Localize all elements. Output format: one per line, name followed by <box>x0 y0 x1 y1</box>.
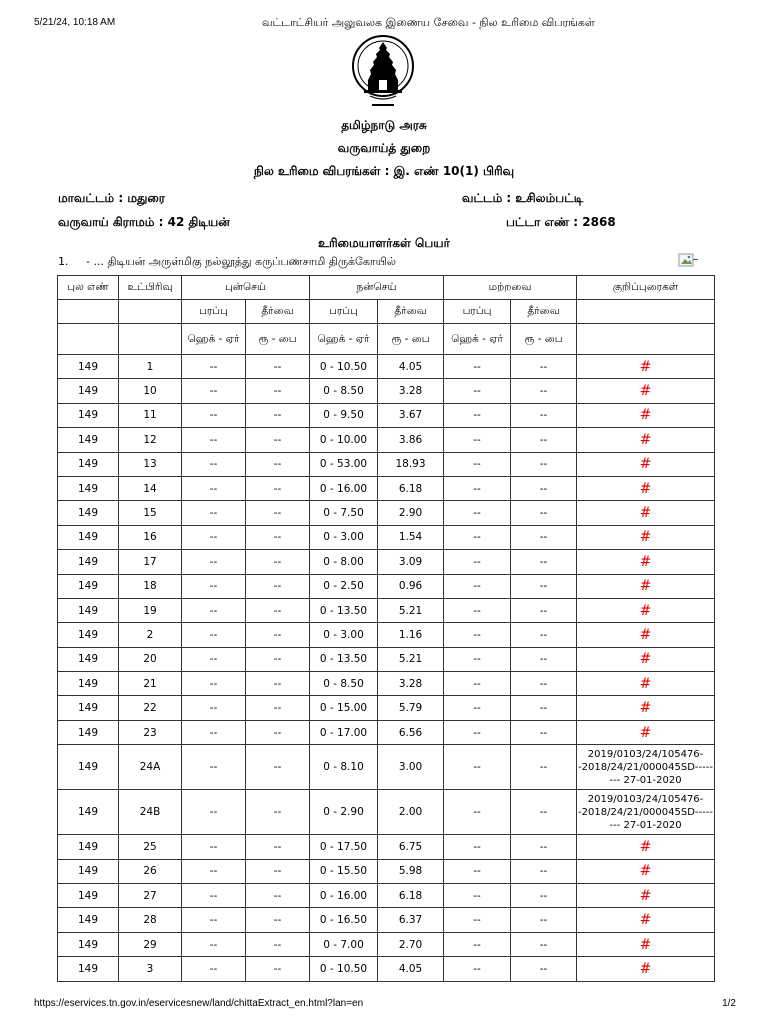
cell-punsey-area: -- <box>182 720 246 744</box>
cell-punsey-tax: -- <box>246 476 310 500</box>
cell-nansey-area: 0 - 9.50 <box>310 403 378 427</box>
cell-subdivision: 3 <box>119 957 182 981</box>
cell-others-tax: -- <box>511 452 577 476</box>
cell-others-tax: -- <box>511 355 577 379</box>
cell-others-area: -- <box>444 745 511 790</box>
cell-punsey-area: -- <box>182 696 246 720</box>
cell-remark-marker: # <box>577 720 715 744</box>
cell-nansey-tax: 5.79 <box>378 696 444 720</box>
cell-punsey-tax: -- <box>246 696 310 720</box>
table-row <box>58 957 715 981</box>
cell-nansey-area: 0 - 7.50 <box>310 501 378 525</box>
cell-punsey-tax: -- <box>246 884 310 908</box>
cell-nansey-area: 0 - 3.00 <box>310 525 378 549</box>
cell-subdivision: 21 <box>119 672 182 696</box>
cell-nansey-area: 0 - 3.00 <box>310 623 378 647</box>
cell-punsey-area: -- <box>182 379 246 403</box>
cell-others-area: -- <box>444 696 511 720</box>
cell-survey-no: 149 <box>58 452 119 476</box>
cell-punsey-area: -- <box>182 550 246 574</box>
cell-survey-no: 149 <box>58 355 119 379</box>
cell-remark-text: 2019/0103/24/105476--2018/24/21/000045SD-------- 27-01-2020 <box>577 790 715 835</box>
cell-nansey-area: 0 - 10.50 <box>310 355 378 379</box>
cell-punsey-area: -- <box>182 428 246 452</box>
unit-area: ஹெக் - ஏர் <box>444 324 511 355</box>
cell-survey-no: 149 <box>58 647 119 671</box>
cell-subdivision: 24B <box>119 790 182 835</box>
cell-subdivision: 20 <box>119 647 182 671</box>
cell-remark-marker: # <box>577 835 715 859</box>
cell-remark-marker: # <box>577 932 715 956</box>
cell-others-area: -- <box>444 835 511 859</box>
cell-punsey-area: -- <box>182 859 246 883</box>
cell-nansey-tax: 6.18 <box>378 884 444 908</box>
cell-punsey-area: -- <box>182 835 246 859</box>
cell-others-tax: -- <box>511 884 577 908</box>
cell-subdivision: 19 <box>119 598 182 622</box>
cell-survey-no: 149 <box>58 525 119 549</box>
cell-punsey-tax: -- <box>246 672 310 696</box>
cell-survey-no: 149 <box>58 672 119 696</box>
owners-heading: உரிமையாளர்கள் பெயர் <box>318 236 450 250</box>
table-row <box>58 452 715 476</box>
cell-others-area: -- <box>444 574 511 598</box>
cell-nansey-area: 0 - 16.50 <box>310 908 378 932</box>
cell-others-tax: -- <box>511 835 577 859</box>
cell-remark-marker: # <box>577 501 715 525</box>
cell-others-tax: -- <box>511 574 577 598</box>
cell-others-tax: -- <box>511 647 577 671</box>
cell-others-tax: -- <box>511 745 577 790</box>
cell-remark-marker: # <box>577 574 715 598</box>
table-row <box>58 598 715 622</box>
cell-punsey-tax: -- <box>246 745 310 790</box>
cell-punsey-tax: -- <box>246 859 310 883</box>
cell-nansey-tax: 1.16 <box>378 623 444 647</box>
header-area: பரப்பு <box>444 300 511 324</box>
cell-punsey-area: -- <box>182 574 246 598</box>
cell-nansey-area: 0 - 10.50 <box>310 957 378 981</box>
cell-subdivision: 1 <box>119 355 182 379</box>
cell-nansey-area: 0 - 17.00 <box>310 720 378 744</box>
cell-survey-no: 149 <box>58 835 119 859</box>
header-nansey: நன்செய் <box>310 276 444 300</box>
header-tax: தீர்வை <box>511 300 577 324</box>
cell-nansey-area: 0 - 16.00 <box>310 884 378 908</box>
cell-survey-no: 149 <box>58 403 119 427</box>
cell-remark-marker: # <box>577 647 715 671</box>
cell-others-tax: -- <box>511 501 577 525</box>
cell-subdivision: 2 <box>119 623 182 647</box>
cell-others-tax: -- <box>511 696 577 720</box>
table-row <box>58 647 715 671</box>
broken-image-icon <box>678 253 698 267</box>
header-remarks: குறிப்புரைகள் <box>577 276 715 300</box>
cell-nansey-area: 0 - 16.00 <box>310 476 378 500</box>
cell-survey-no: 149 <box>58 745 119 790</box>
government-heading: தமிழ்நாடு அரசு <box>341 118 427 132</box>
table-row <box>58 355 715 379</box>
cell-punsey-tax: -- <box>246 550 310 574</box>
land-record-table <box>57 275 715 982</box>
cell-nansey-area: 0 - 7.00 <box>310 932 378 956</box>
cell-nansey-area: 0 - 13.50 <box>310 598 378 622</box>
cell-nansey-area: 0 - 15.50 <box>310 859 378 883</box>
footer-url: https://eservices.tn.gov.in/eservicesnew/land/chittaExtract_en.html?lan=en <box>34 998 364 1009</box>
cell-nansey-area: 0 - 15.00 <box>310 696 378 720</box>
cell-remark-marker: # <box>577 598 715 622</box>
cell-survey-no: 149 <box>58 550 119 574</box>
cell-remark-marker: # <box>577 623 715 647</box>
cell-remark-marker: # <box>577 428 715 452</box>
cell-survey-no: 149 <box>58 720 119 744</box>
cell-punsey-area: -- <box>182 908 246 932</box>
table-row <box>58 884 715 908</box>
cell-nansey-area: 0 - 17.50 <box>310 835 378 859</box>
cell-survey-no: 149 <box>58 476 119 500</box>
cell-subdivision: 14 <box>119 476 182 500</box>
table-row <box>58 932 715 956</box>
cell-nansey-tax: 3.67 <box>378 403 444 427</box>
cell-punsey-tax: -- <box>246 932 310 956</box>
table-row <box>58 672 715 696</box>
cell-nansey-tax: 3.28 <box>378 379 444 403</box>
cell-punsey-area: -- <box>182 403 246 427</box>
patta-number: பட்டா எண் : 2868 <box>506 215 616 229</box>
cell-nansey-tax: 6.37 <box>378 908 444 932</box>
cell-remark-marker: # <box>577 859 715 883</box>
cell-punsey-tax: -- <box>246 623 310 647</box>
cell-survey-no: 149 <box>58 932 119 956</box>
cell-nansey-area: 0 - 2.50 <box>310 574 378 598</box>
cell-subdivision: 22 <box>119 696 182 720</box>
cell-others-area: -- <box>444 501 511 525</box>
print-page-title: வட்டாட்சியர் அலுவலக இணைய சேவை - நில உரிமை விபரங்கள் <box>262 16 595 29</box>
cell-punsey-tax: -- <box>246 574 310 598</box>
cell-punsey-area: -- <box>182 476 246 500</box>
cell-remark-marker: # <box>577 476 715 500</box>
table-subheader-row <box>58 300 715 324</box>
cell-remark-marker: # <box>577 957 715 981</box>
cell-nansey-area: 0 - 8.50 <box>310 672 378 696</box>
cell-others-tax: -- <box>511 908 577 932</box>
cell-others-tax: -- <box>511 859 577 883</box>
unit-area: ஹெக் - ஏர் <box>182 324 246 355</box>
cell-punsey-area: -- <box>182 623 246 647</box>
cell-punsey-area: -- <box>182 525 246 549</box>
cell-punsey-area: -- <box>182 598 246 622</box>
table-row <box>58 835 715 859</box>
cell-punsey-area: -- <box>182 790 246 835</box>
taluk-label: வட்டம் : உசிலம்பட்டி <box>462 191 584 205</box>
cell-nansey-area: 0 - 8.50 <box>310 379 378 403</box>
cell-survey-no: 149 <box>58 428 119 452</box>
table-row <box>58 574 715 598</box>
cell-punsey-tax: -- <box>246 501 310 525</box>
header-tax: தீர்வை <box>246 300 310 324</box>
table-row <box>58 908 715 932</box>
cell-survey-no: 149 <box>58 884 119 908</box>
cell-punsey-tax: -- <box>246 355 310 379</box>
cell-others-area: -- <box>444 672 511 696</box>
cell-punsey-tax: -- <box>246 403 310 427</box>
cell-others-tax: -- <box>511 932 577 956</box>
cell-remark-marker: # <box>577 525 715 549</box>
table-row <box>58 720 715 744</box>
table-row <box>58 623 715 647</box>
cell-others-tax: -- <box>511 379 577 403</box>
cell-punsey-tax: -- <box>246 379 310 403</box>
cell-survey-no: 149 <box>58 574 119 598</box>
unit-tax: ரூ - பை <box>246 324 310 355</box>
cell-others-area: -- <box>444 598 511 622</box>
table-row <box>58 859 715 883</box>
cell-others-tax: -- <box>511 720 577 744</box>
cell-remark-marker: # <box>577 696 715 720</box>
cell-nansey-area: 0 - 8.00 <box>310 550 378 574</box>
cell-nansey-tax: 1.54 <box>378 525 444 549</box>
header-survey-no: புல எண் <box>58 276 119 300</box>
cell-punsey-area: -- <box>182 957 246 981</box>
owner-entry <box>58 255 396 270</box>
cell-remark-text: 2019/0103/24/105476--2018/24/21/000045SD-------- 27-01-2020 <box>577 745 715 790</box>
cell-nansey-tax: 2.90 <box>378 501 444 525</box>
cell-remark-marker: # <box>577 355 715 379</box>
cell-others-area: -- <box>444 790 511 835</box>
cell-punsey-tax: -- <box>246 428 310 452</box>
owner-number: 1. <box>58 255 69 268</box>
cell-subdivision: 25 <box>119 835 182 859</box>
cell-others-area: -- <box>444 525 511 549</box>
cell-punsey-area: -- <box>182 647 246 671</box>
cell-remark-marker: # <box>577 884 715 908</box>
cell-remark-marker: # <box>577 403 715 427</box>
cell-subdivision: 26 <box>119 859 182 883</box>
cell-others-tax: -- <box>511 476 577 500</box>
table-row <box>58 790 715 835</box>
cell-subdivision: 15 <box>119 501 182 525</box>
cell-others-area: -- <box>444 355 511 379</box>
cell-punsey-tax: -- <box>246 720 310 744</box>
cell-survey-no: 149 <box>58 623 119 647</box>
cell-others-area: -- <box>444 428 511 452</box>
cell-survey-no: 149 <box>58 379 119 403</box>
cell-others-area: -- <box>444 720 511 744</box>
cell-others-tax: -- <box>511 598 577 622</box>
header-others: மற்றவை <box>444 276 577 300</box>
cell-nansey-tax: 4.05 <box>378 355 444 379</box>
header-punsey: புன்செய் <box>182 276 310 300</box>
cell-subdivision: 29 <box>119 932 182 956</box>
department-heading: வருவாய்த் துறை <box>337 141 431 155</box>
table-row <box>58 696 715 720</box>
cell-others-area: -- <box>444 403 511 427</box>
cell-others-tax: -- <box>511 403 577 427</box>
cell-nansey-area: 0 - 53.00 <box>310 452 378 476</box>
unit-tax: ரூ - பை <box>511 324 577 355</box>
cell-subdivision: 13 <box>119 452 182 476</box>
table-row <box>58 379 715 403</box>
cell-punsey-area: -- <box>182 745 246 790</box>
cell-others-area: -- <box>444 452 511 476</box>
cell-others-tax: -- <box>511 525 577 549</box>
cell-others-area: -- <box>444 932 511 956</box>
cell-survey-no: 149 <box>58 501 119 525</box>
header-subdivision: உட்பிரிவு <box>119 276 182 300</box>
cell-others-area: -- <box>444 476 511 500</box>
cell-subdivision: 28 <box>119 908 182 932</box>
cell-others-area: -- <box>444 550 511 574</box>
cell-nansey-tax: 5.98 <box>378 859 444 883</box>
unit-area: ஹெக் - ஏர் <box>310 324 378 355</box>
cell-survey-no: 149 <box>58 957 119 981</box>
cell-others-area: -- <box>444 647 511 671</box>
district-label: மாவட்டம் : மதுரை <box>58 191 165 205</box>
cell-punsey-tax: -- <box>246 957 310 981</box>
cell-others-tax: -- <box>511 672 577 696</box>
cell-punsey-tax: -- <box>246 908 310 932</box>
cell-subdivision: 18 <box>119 574 182 598</box>
cell-nansey-tax: 2.00 <box>378 790 444 835</box>
cell-nansey-tax: 2.70 <box>378 932 444 956</box>
cell-punsey-area: -- <box>182 355 246 379</box>
cell-punsey-area: -- <box>182 672 246 696</box>
table-row <box>58 403 715 427</box>
cell-nansey-tax: 3.09 <box>378 550 444 574</box>
print-datetime: 5/21/24, 10:18 AM <box>34 17 116 28</box>
table-row <box>58 501 715 525</box>
cell-nansey-tax: 3.00 <box>378 745 444 790</box>
cell-punsey-area: -- <box>182 884 246 908</box>
cell-remark-marker: # <box>577 452 715 476</box>
cell-punsey-tax: -- <box>246 598 310 622</box>
cell-others-tax: -- <box>511 550 577 574</box>
cell-others-area: -- <box>444 884 511 908</box>
cell-others-tax: -- <box>511 623 577 647</box>
cell-others-tax: -- <box>511 957 577 981</box>
cell-remark-marker: # <box>577 379 715 403</box>
cell-nansey-tax: 6.56 <box>378 720 444 744</box>
cell-nansey-tax: 4.05 <box>378 957 444 981</box>
header-area: பரப்பு <box>310 300 378 324</box>
cell-others-area: -- <box>444 623 511 647</box>
cell-nansey-tax: 5.21 <box>378 647 444 671</box>
cell-subdivision: 17 <box>119 550 182 574</box>
cell-remark-marker: # <box>577 550 715 574</box>
unit-tax: ரூ - பை <box>378 324 444 355</box>
cell-others-area: -- <box>444 957 511 981</box>
table-row <box>58 550 715 574</box>
cell-nansey-area: 0 - 8.10 <box>310 745 378 790</box>
cell-subdivision: 11 <box>119 403 182 427</box>
cell-nansey-area: 0 - 2.90 <box>310 790 378 835</box>
cell-subdivision: 23 <box>119 720 182 744</box>
table-row <box>58 745 715 790</box>
cell-punsey-area: -- <box>182 501 246 525</box>
cell-survey-no: 149 <box>58 696 119 720</box>
cell-punsey-tax: -- <box>246 647 310 671</box>
cell-remark-marker: # <box>577 908 715 932</box>
cell-nansey-area: 0 - 13.50 <box>310 647 378 671</box>
cell-survey-no: 149 <box>58 908 119 932</box>
tamil-nadu-emblem-icon <box>350 32 416 112</box>
table-row <box>58 525 715 549</box>
cell-punsey-tax: -- <box>246 525 310 549</box>
cell-nansey-tax: 6.75 <box>378 835 444 859</box>
cell-punsey-tax: -- <box>246 452 310 476</box>
village-label: வருவாய் கிராமம் : 42 திடியன் <box>58 215 230 229</box>
cell-nansey-tax: 18.93 <box>378 452 444 476</box>
page-number: 1/2 <box>722 998 736 1009</box>
cell-punsey-tax: -- <box>246 790 310 835</box>
cell-punsey-area: -- <box>182 932 246 956</box>
cell-subdivision: 12 <box>119 428 182 452</box>
cell-nansey-tax: 0.96 <box>378 574 444 598</box>
cell-remark-marker: # <box>577 672 715 696</box>
owner-name: - ... திடியன் அருள்மிகு நல்லூத்து கருப்பணசாமி திருக்கோயில் <box>86 255 397 268</box>
cell-nansey-area: 0 - 10.00 <box>310 428 378 452</box>
section-heading: நில உரிமை விபரங்கள் : இ. எண் 10(1) பிரிவு <box>253 164 515 178</box>
cell-others-tax: -- <box>511 428 577 452</box>
cell-subdivision: 24A <box>119 745 182 790</box>
cell-others-tax: -- <box>511 790 577 835</box>
cell-survey-no: 149 <box>58 859 119 883</box>
table-row <box>58 476 715 500</box>
cell-punsey-area: -- <box>182 452 246 476</box>
cell-punsey-tax: -- <box>246 835 310 859</box>
cell-nansey-tax: 5.21 <box>378 598 444 622</box>
header-area: பரப்பு <box>182 300 246 324</box>
cell-survey-no: 149 <box>58 790 119 835</box>
cell-nansey-tax: 6.18 <box>378 476 444 500</box>
header-tax: தீர்வை <box>378 300 444 324</box>
table-row <box>58 428 715 452</box>
cell-survey-no: 149 <box>58 598 119 622</box>
cell-others-area: -- <box>444 379 511 403</box>
table-unit-row <box>58 324 715 355</box>
cell-nansey-tax: 3.28 <box>378 672 444 696</box>
table-header-row <box>58 276 715 300</box>
cell-nansey-tax: 3.86 <box>378 428 444 452</box>
cell-others-area: -- <box>444 908 511 932</box>
cell-subdivision: 10 <box>119 379 182 403</box>
cell-subdivision: 27 <box>119 884 182 908</box>
cell-others-area: -- <box>444 859 511 883</box>
cell-subdivision: 16 <box>119 525 182 549</box>
